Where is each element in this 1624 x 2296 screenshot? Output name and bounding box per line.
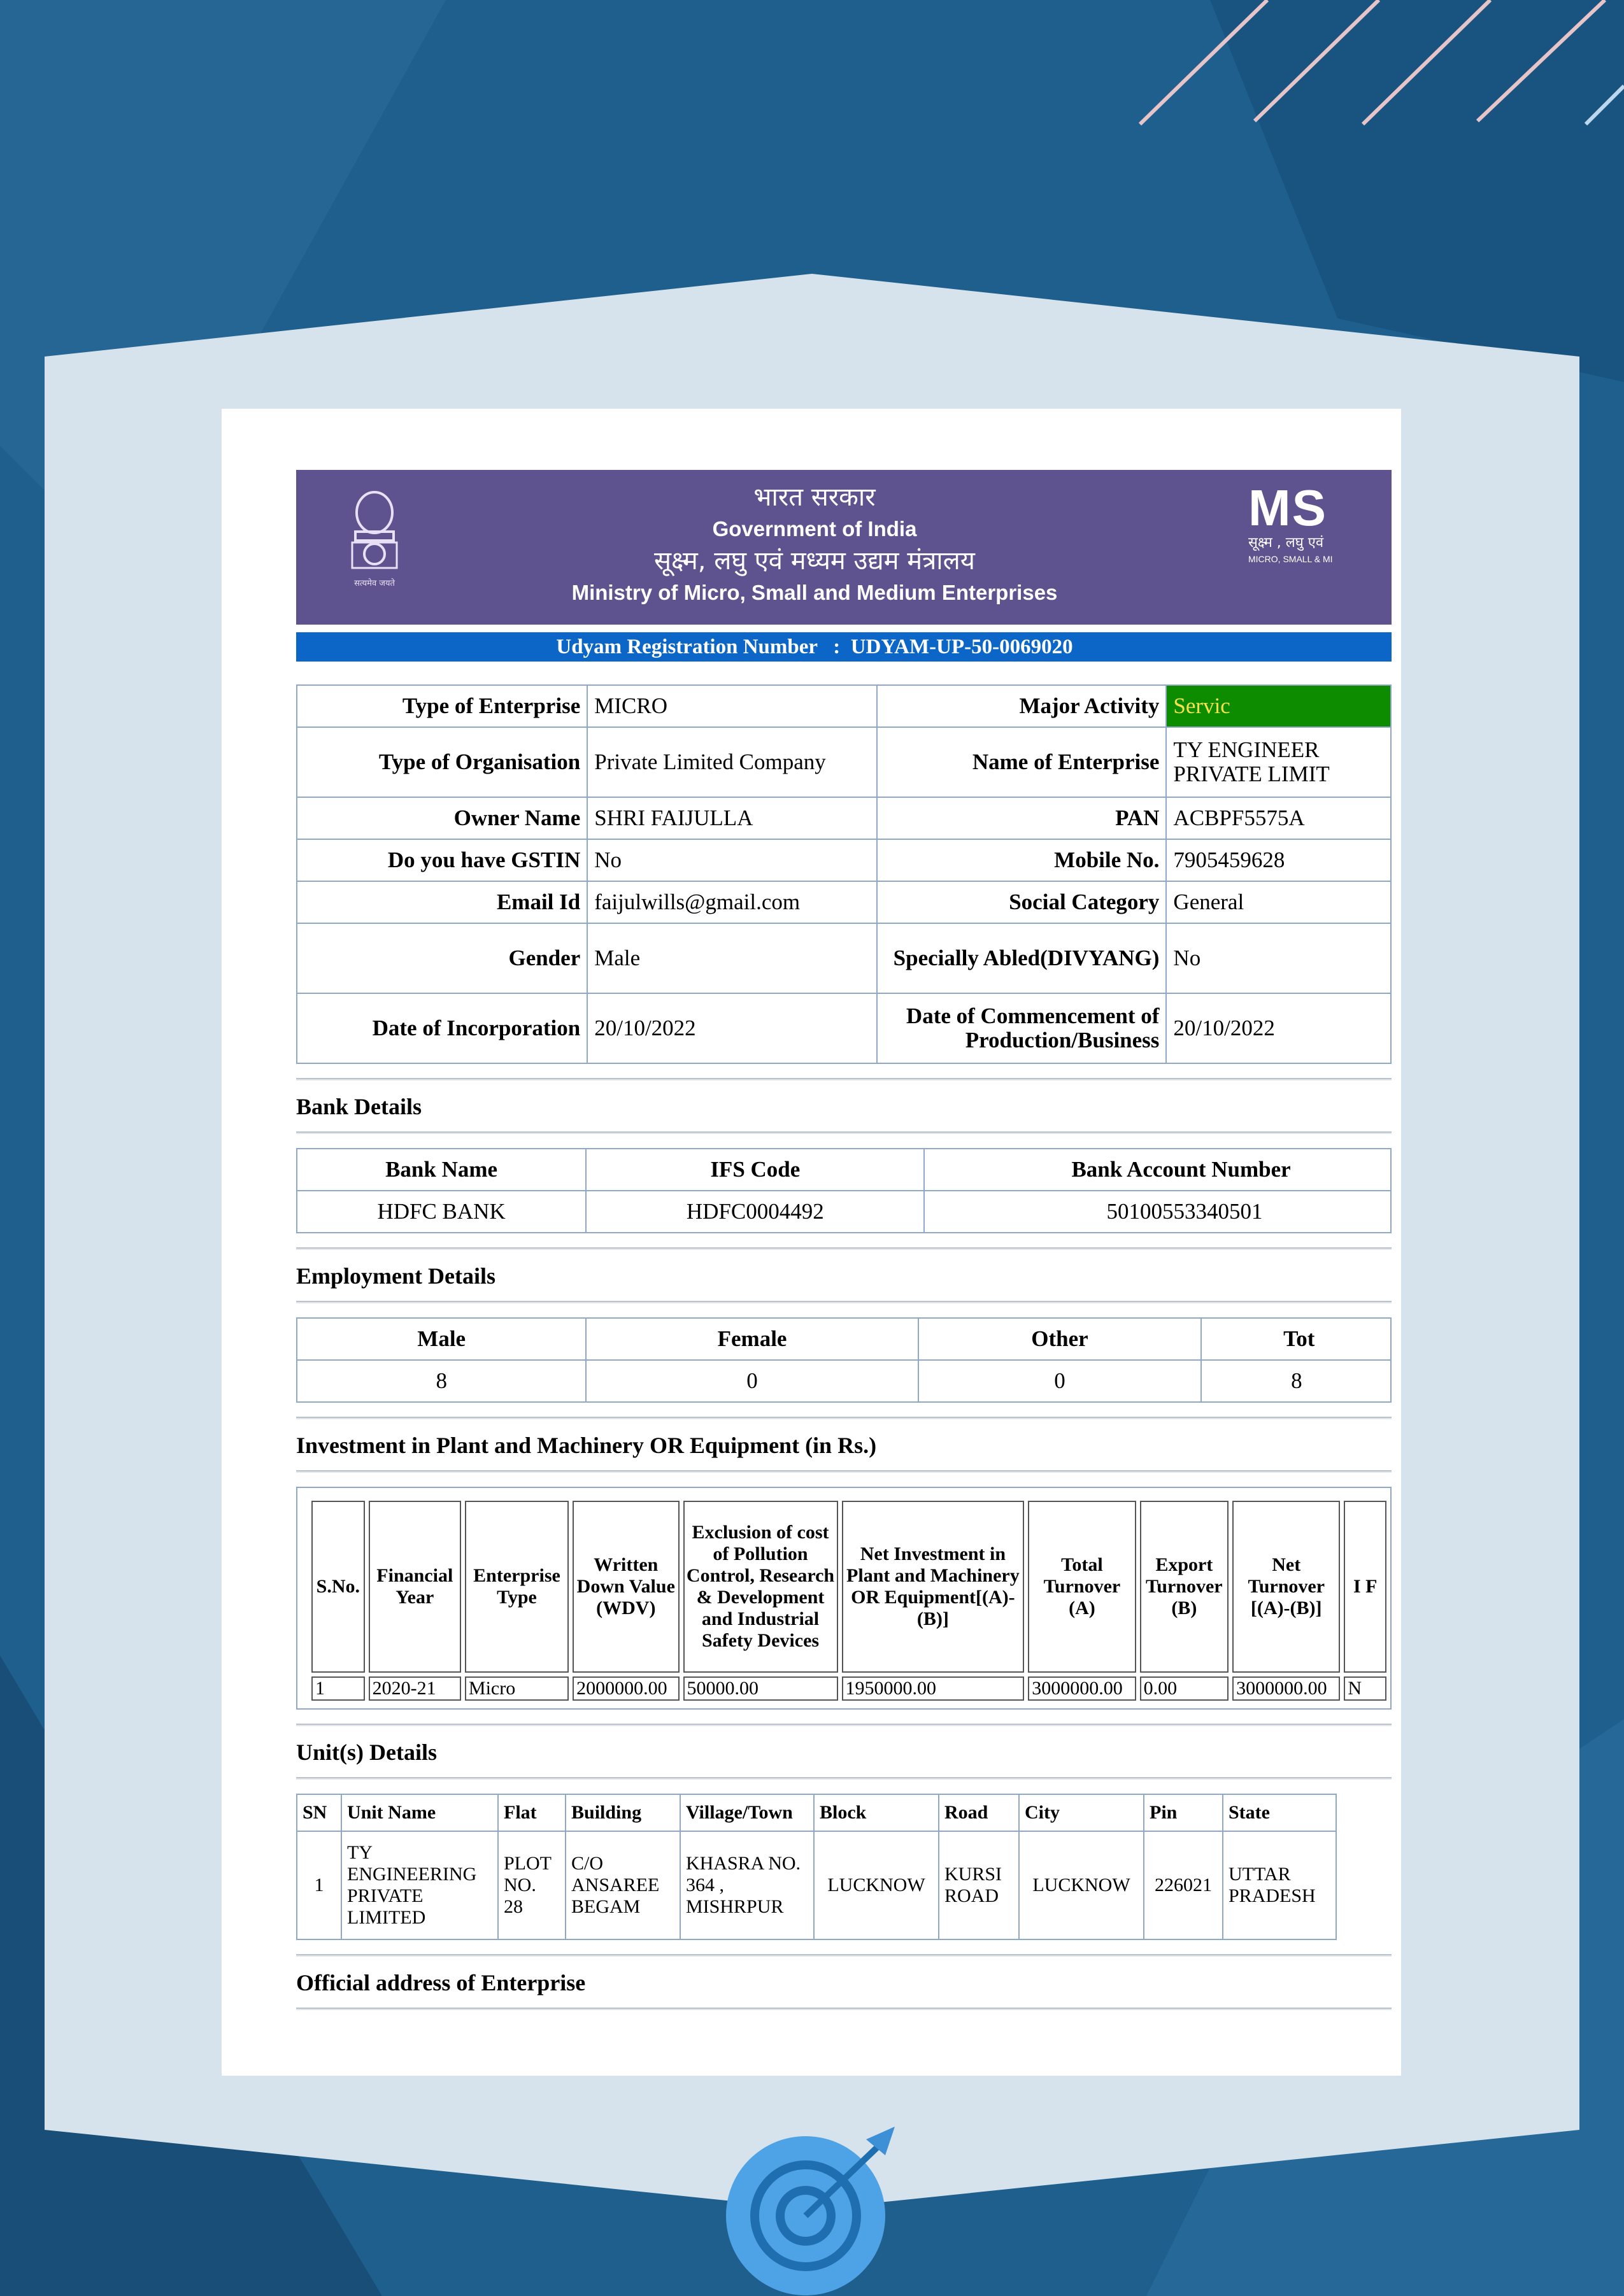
unit-header-flat: Flat [498,1794,566,1831]
udyam-certificate [296,470,1378,2023]
label-gender: Gender [297,923,587,993]
divider [296,1470,1392,1473]
inv-sno: 1 [311,1676,365,1701]
divider [296,1777,1392,1780]
bank-ifsc: HDFC0004492 [586,1191,924,1233]
value-type-of-organisation: Private Limited Company [587,727,877,797]
label-type-of-enterprise: Type of Enterprise [297,685,587,727]
value-specially-abled: No [1166,923,1391,993]
divider [296,1301,1392,1303]
unit-flat: PLOT NO. 28 [498,1831,566,1939]
emp-male: 8 [297,1360,586,1402]
unit-header-road: Road [939,1794,1019,1831]
investment-title: Investment in Plant and Machinery OR Equipment (in Rs.) [296,1433,877,1458]
emp-header-female: Female [586,1318,918,1360]
inv-header-type: Enterprise Type [465,1501,569,1673]
investment-table [308,1497,1390,1704]
emp-female: 0 [586,1360,918,1402]
table-row [311,1501,1386,1673]
unit-header-village: Village/Town [680,1794,814,1831]
label-major-activity: Major Activity [877,685,1167,727]
label-date-of-commencement: Date of Commencement of Production/Business [877,993,1167,1063]
unit-city: LUCKNOW [1019,1831,1144,1939]
bank-name: HDFC BANK [297,1191,586,1233]
inv-extra: N [1344,1676,1386,1701]
unit-state: UTTAR PRADESH [1223,1831,1336,1939]
value-owner-name: SHRI FAIJULLA [587,797,877,839]
inv-total-turnover: 3000000.00 [1028,1676,1136,1701]
bank-account-number: 50100553340501 [924,1191,1391,1233]
table-row [297,839,1391,881]
bank-header-ifsc: IFS Code [586,1149,924,1191]
label-date-of-incorporation: Date of Incorporation [297,993,587,1063]
bank-details-title: Bank Details [296,1094,422,1119]
label-mobile: Mobile No. [877,839,1167,881]
value-date-of-incorporation: 20/10/2022 [587,993,877,1063]
label-name-of-enterprise: Name of Enterprise [877,727,1167,797]
emp-total: 8 [1201,1360,1391,1402]
value-social-category: General [1166,881,1391,923]
target-icon [726,2127,904,2296]
label-gstin: Do you have GSTIN [297,839,587,881]
value-mobile: 7905459628 [1166,839,1391,881]
value-major-activity: Servic [1166,685,1391,727]
inv-header-sno: S.No. [311,1501,365,1673]
employment-details-title: Employment Details [296,1263,495,1289]
registration-label: Udyam Registration Number [556,635,818,658]
msme-logo-english: MICRO, SMALL & MI [1248,554,1333,564]
investment-table-wrapper [296,1487,1392,1710]
registration-bar [296,632,1392,662]
table-row [297,1191,1391,1233]
table-row [297,1794,1336,1831]
divider [296,2008,1392,2010]
value-email: faijulwills@gmail.com [587,881,877,923]
value-pan: ACBPF5575A [1166,797,1391,839]
unit-village: KHASRA NO. 364 , MISHRPUR [680,1831,814,1939]
unit-header-pin: Pin [1144,1794,1223,1831]
divider [296,1131,1392,1134]
emp-header-male: Male [297,1318,586,1360]
inv-wdv: 2000000.00 [573,1676,679,1701]
table-row [297,797,1391,839]
inv-year: 2020-21 [369,1676,461,1701]
emp-header-total: Tot [1201,1318,1391,1360]
unit-pin: 226021 [1144,1831,1223,1939]
bank-header-name: Bank Name [297,1149,586,1191]
english-ministry: Ministry of Micro, Small and Medium Enterprises [571,581,1058,604]
english-govt: Government of India [712,517,917,541]
value-gstin: No [587,839,877,881]
unit-header-block: Block [814,1794,939,1831]
label-type-of-organisation: Type of Organisation [297,727,587,797]
value-type-of-enterprise: MICRO [587,685,877,727]
label-email: Email Id [297,881,587,923]
employment-table [296,1317,1392,1403]
unit-details-table [296,1794,1337,1940]
unit-header-sn: SN [297,1794,341,1831]
inv-header-net-investment: Net Investment in Plant and Machinery OR Equipment[(A)-(B)] [842,1501,1025,1673]
enterprise-info-table [296,684,1392,1064]
table-row [297,923,1391,993]
inv-export-turnover: 0.00 [1140,1676,1229,1701]
inv-exclusion: 50000.00 [683,1676,838,1701]
unit-header-name: Unit Name [341,1794,498,1831]
inv-header-export-turnover: Export Turnover (B) [1140,1501,1229,1673]
registration-separator: : [833,635,841,658]
unit-header-building: Building [566,1794,680,1831]
unit-header-city: City [1019,1794,1144,1831]
msme-logo-hindi: सूक्ष्म , लघु एवं [1248,535,1324,551]
header-banner [296,470,1392,625]
value-date-of-commencement: 20/10/2022 [1166,993,1391,1063]
label-owner-name: Owner Name [297,797,587,839]
unit-sn: 1 [297,1831,341,1939]
emblem-caption: सत्यमेव जयते [354,579,395,588]
unit-details-title: Unit(s) Details [296,1740,437,1765]
hindi-govt: भारत सरकार [753,483,876,512]
table-row [297,1149,1391,1191]
label-pan: PAN [877,797,1167,839]
official-address-title: Official address of Enterprise [296,1970,586,1995]
table-row [297,727,1391,797]
inv-header-total-turnover: Total Turnover (A) [1028,1501,1136,1673]
emp-other: 0 [918,1360,1201,1402]
table-row [297,881,1391,923]
msme-logo [1248,479,1376,565]
inv-type: Micro [465,1676,569,1701]
table-row [311,1676,1386,1701]
value-gender: Male [587,923,877,993]
table-row [297,685,1391,727]
unit-name: TY ENGINEERING PRIVATE LIMITED [341,1831,498,1939]
unit-road: KURSI ROAD [939,1831,1019,1939]
value-name-of-enterprise: TY ENGINEER PRIVATE LIMIT [1166,727,1391,797]
table-row [297,1360,1391,1402]
unit-header-state: State [1223,1794,1336,1831]
inv-header-net-turnover: Net Turnover [(A)-(B)] [1232,1501,1340,1673]
table-row [297,1318,1391,1360]
inv-header-extra: I F [1344,1501,1386,1673]
inv-net-turnover: 3000000.00 [1232,1676,1340,1701]
inv-header-year: Financial Year [369,1501,461,1673]
table-row [297,1831,1336,1939]
inv-header-exclusion: Exclusion of cost of Pollution Control, Research & Development and Industrial Safety Devices [683,1501,838,1673]
label-social-category: Social Category [877,881,1167,923]
hindi-ministry: सूक्ष्म, लघु एवं मध्यम उद्यम मंत्रालय [654,546,975,576]
msme-logo-mark: MS [1248,479,1327,536]
bank-details-table [296,1148,1392,1233]
registration-number: UDYAM-UP-50-0069020 [850,635,1073,658]
inv-net-investment: 1950000.00 [842,1676,1025,1701]
table-row [297,993,1391,1063]
label-specially-abled: Specially Abled(DIVYANG) [877,923,1167,993]
inv-header-wdv: Written Down Value (WDV) [573,1501,679,1673]
emp-header-other: Other [918,1318,1201,1360]
unit-building: C/O ANSAREE BEGAM [566,1831,680,1939]
unit-block: LUCKNOW [814,1831,939,1939]
bank-header-account: Bank Account Number [924,1149,1391,1191]
